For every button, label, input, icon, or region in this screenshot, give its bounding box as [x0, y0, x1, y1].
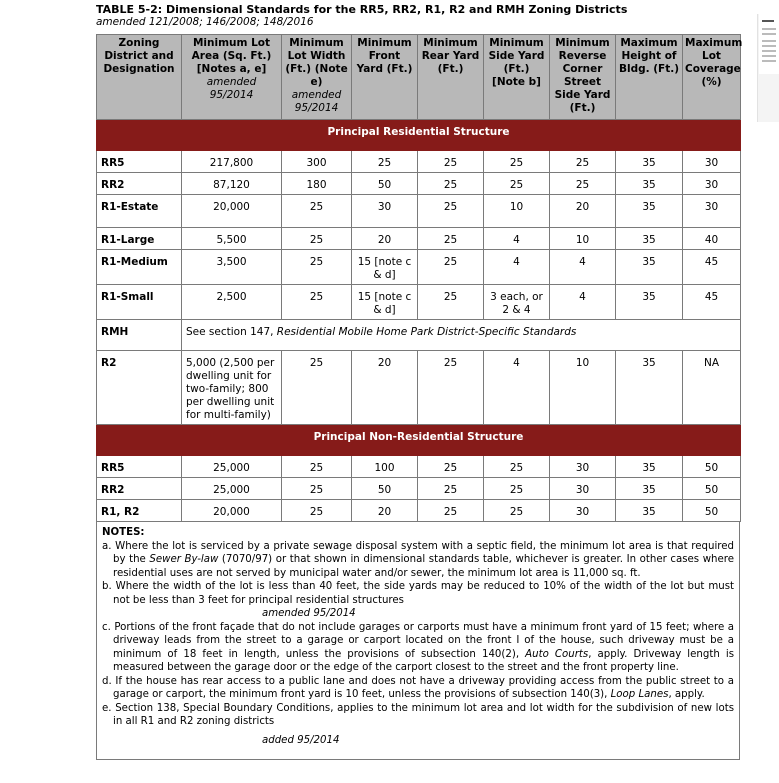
notes-heading: NOTES: [102, 527, 145, 538]
value-cell: 40 [683, 228, 741, 250]
column-header [616, 35, 683, 120]
table-row [97, 195, 741, 228]
value-cell: 2,500 [182, 285, 282, 320]
value-cell: 50 [352, 478, 418, 500]
column-header [418, 35, 484, 120]
value-cell: 50 [683, 500, 741, 522]
column-header-label: Minimum Lot Area (Sq. Ft.) [Notes a, e] [191, 37, 272, 75]
note-a: a. Where the lot is serviced by a private sewage disposal system with a septic field, the minimum lot area is that required by the Sewer By-law (7070/97) or that shown in dimensional standards table, whichever is greater. In other cases where residential uses are not served by municipal water and/or sewer, the minimum lot area is 11,000 sq. ft. [102, 540, 734, 579]
value-cell: 25 [418, 478, 484, 500]
note-d: d. If the house has rear access to a public lane and does not have a driveway providing access from the public street to a garage or carport, the minimum front yard is 10 feet, unless the provisions of subsection 140(3), Loop Lanes, apply. [102, 675, 734, 700]
value-cell: 25 [484, 456, 550, 478]
value-cell: 25 [282, 456, 352, 478]
value-cell: 25 [484, 151, 550, 173]
value-cell: 25 [418, 228, 484, 250]
zone-cell: RR2 [97, 478, 182, 500]
table-row [97, 173, 741, 195]
value-cell: 25 [550, 151, 616, 173]
column-header [97, 35, 182, 120]
value-cell: 25 [282, 228, 352, 250]
header-row [97, 35, 741, 120]
value-cell: 25 [282, 478, 352, 500]
value-cell: 25,000 [182, 456, 282, 478]
page-thumbnail[interactable] [759, 14, 779, 74]
value-cell: 50 [352, 173, 418, 195]
table-row [97, 351, 741, 425]
value-cell: 35 [616, 478, 683, 500]
page-thumbnail-scrollbar[interactable] [757, 14, 779, 122]
zone-cell: R1-Small [97, 285, 182, 320]
value-cell: 4 [550, 250, 616, 285]
column-header-label: Minimum Reverse Corner Street Side Yard (Ft.) [554, 37, 611, 114]
section-header-row [97, 120, 741, 151]
zone-cell: RR5 [97, 151, 182, 173]
zone-cell: R1-Estate [97, 195, 182, 228]
value-cell: 25,000 [182, 478, 282, 500]
table-subtitle: amended 121/2008; 146/2008; 148/2016 [96, 16, 314, 28]
value-cell: 5,000 (2,500 per dwelling unit for two-family; 800 per dwelling unit for multi-family) [182, 351, 282, 425]
column-header [352, 35, 418, 120]
table-row [97, 250, 741, 285]
value-cell: 35 [616, 456, 683, 478]
zone-cell: R2 [97, 351, 182, 425]
value-cell: 5,500 [182, 228, 282, 250]
value-cell: 4 [484, 351, 550, 425]
column-header-label: Minimum Side Yard (Ft.) [Note b] [488, 37, 545, 88]
table-row [97, 500, 741, 522]
zone-cell: RR2 [97, 173, 182, 195]
value-cell: 25 [418, 250, 484, 285]
value-cell: 30 [683, 151, 741, 173]
column-header [484, 35, 550, 120]
column-header-label: Minimum Front Yard (Ft.) [356, 37, 413, 75]
value-cell: 25 [418, 173, 484, 195]
value-cell: 25 [418, 500, 484, 522]
dimensional-standards-table [96, 34, 741, 522]
value-cell: 20 [550, 195, 616, 228]
value-cell: 15 [note c & d] [352, 285, 418, 320]
table-row [97, 456, 741, 478]
column-header-label: Maximum Lot Coverage (%) [685, 37, 743, 88]
notes-section [96, 522, 740, 760]
value-cell: 35 [616, 351, 683, 425]
value-cell: 50 [683, 456, 741, 478]
value-cell: 100 [352, 456, 418, 478]
value-cell: 30 [550, 456, 616, 478]
section-label: Principal Residential Structure [97, 120, 741, 151]
value-cell: 87,120 [182, 173, 282, 195]
column-header-amendment: amended 95/2014 [291, 89, 342, 114]
value-cell: 30 [352, 195, 418, 228]
table-row [97, 320, 741, 351]
table-title: TABLE 5-2: Dimensional Standards for the RR5, RR2, R1, R2 and RMH Zoning Districts [96, 3, 628, 16]
zone-cell: R1-Medium [97, 250, 182, 285]
column-header-amendment: amended 95/2014 [206, 76, 257, 101]
value-cell: 3 each, or 2 & 4 [484, 285, 550, 320]
value-cell: 20,000 [182, 500, 282, 522]
note-c: c. Portions of the front façade that do not include garages or carports must have a minimum front yard of 15 feet; where a driveway leads from the street to a garage or carport located on the front I of the house, such driveway must be a minimum of 18 feet in length, unless the provisions of subsection 140(2), Auto Courts, apply. Driveway length is measured between the garage door or the edge of the carport closest to the street and the front property line. [102, 621, 735, 673]
value-cell: 4 [484, 228, 550, 250]
value-cell: 45 [683, 250, 741, 285]
table-row [97, 151, 741, 173]
value-cell: 20 [352, 500, 418, 522]
value-cell: 25 [352, 151, 418, 173]
value-cell: 25 [418, 151, 484, 173]
value-cell: 45 [683, 285, 741, 320]
zone-cell: RR5 [97, 456, 182, 478]
value-cell: 25 [484, 478, 550, 500]
value-cell: 4 [550, 285, 616, 320]
value-cell: 25 [282, 351, 352, 425]
note-b: b. Where the width of the lot is less than 40 feet, the side yards may be reduced to 10% of the width of the lot but must not be less than 3 feet for principal residential structures [102, 581, 734, 606]
value-cell: 25 [484, 500, 550, 522]
value-cell: NA [683, 351, 741, 425]
value-cell: 25 [550, 173, 616, 195]
value-cell: 25 [418, 285, 484, 320]
value-cell: 30 [550, 500, 616, 522]
zone-cell: R1-Large [97, 228, 182, 250]
value-cell: 300 [282, 151, 352, 173]
table-row [97, 478, 741, 500]
value-cell: 217,800 [182, 151, 282, 173]
note-e: e. Section 138, Special Boundary Conditions, applies to the minimum lot area and lot width for the subdivision of new lots in all R1 and R2 zoning districts [102, 702, 734, 727]
column-header [182, 35, 282, 120]
value-cell: 10 [550, 228, 616, 250]
value-cell: 30 [683, 173, 741, 195]
value-cell: 35 [616, 250, 683, 285]
section-header-row [97, 425, 741, 456]
value-cell: 25 [418, 351, 484, 425]
value-cell: 25 [282, 285, 352, 320]
value-cell: 25 [282, 250, 352, 285]
section-label: Principal Non-Residential Structure [97, 425, 741, 456]
value-cell: 10 [484, 195, 550, 228]
column-header [683, 35, 741, 120]
value-cell: 180 [282, 173, 352, 195]
value-cell: 25 [484, 173, 550, 195]
value-cell: 35 [616, 173, 683, 195]
zone-cell: R1, R2 [97, 500, 182, 522]
value-cell: 25 [418, 456, 484, 478]
column-header-label: Minimum Lot Width (Ft.) (Note e) [285, 37, 348, 88]
value-cell: 35 [616, 500, 683, 522]
value-cell: 30 [683, 195, 741, 228]
column-header-label: Maximum Height of Bldg. (Ft.) [618, 37, 680, 75]
zone-cell: RMH [97, 320, 182, 351]
column-header [550, 35, 616, 120]
rmh-reference-cell: See section 147, Residential Mobile Home Park District-Specific Standards [182, 320, 741, 351]
value-cell: 20 [352, 228, 418, 250]
value-cell: 25 [282, 500, 352, 522]
value-cell: 50 [683, 478, 741, 500]
value-cell: 35 [616, 195, 683, 228]
value-cell: 4 [484, 250, 550, 285]
column-header-label: Minimum Rear Yard (Ft.) [421, 37, 480, 75]
value-cell: 3,500 [182, 250, 282, 285]
value-cell: 35 [616, 285, 683, 320]
value-cell: 25 [418, 195, 484, 228]
note-e-amendment: added 95/2014 [262, 734, 340, 746]
column-header-label: Zoning District and Designation [103, 37, 175, 75]
value-cell: 20,000 [182, 195, 282, 228]
value-cell: 35 [616, 228, 683, 250]
value-cell: 35 [616, 151, 683, 173]
column-header [282, 35, 352, 120]
value-cell: 30 [550, 478, 616, 500]
note-b-amendment: amended 95/2014 [262, 608, 356, 619]
document-page [96, 0, 743, 760]
value-cell: 20 [352, 351, 418, 425]
value-cell: 15 [note c & d] [352, 250, 418, 285]
value-cell: 10 [550, 351, 616, 425]
table-row [97, 228, 741, 250]
table-row [97, 285, 741, 320]
value-cell: 25 [282, 195, 352, 228]
